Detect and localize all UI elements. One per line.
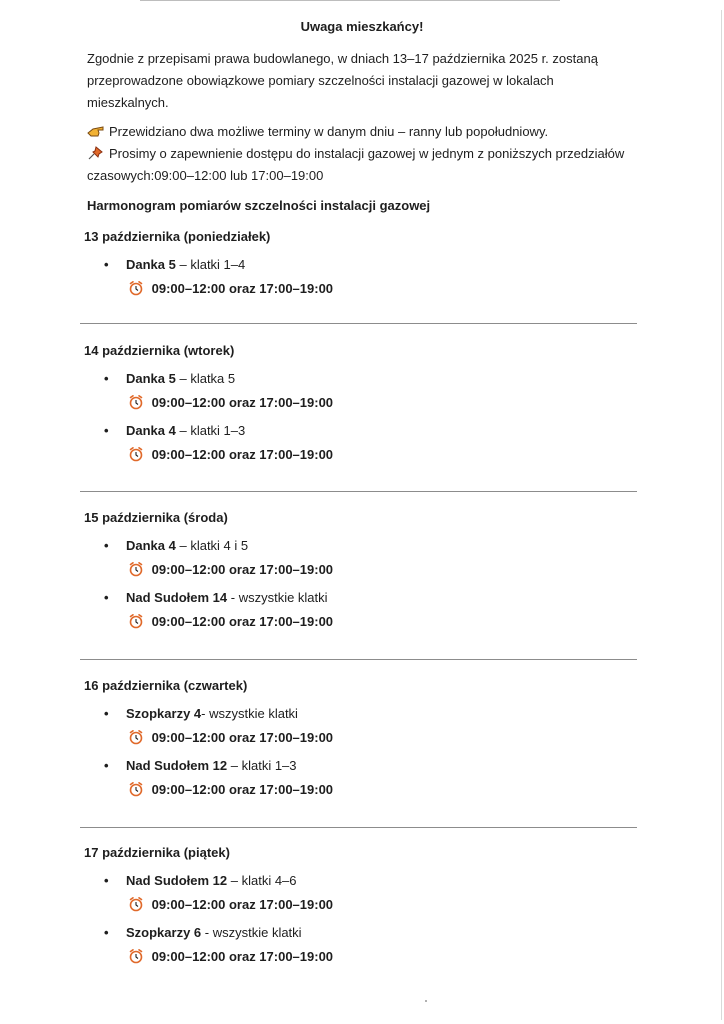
bullet: • bbox=[104, 423, 109, 438]
time-slot-text: 09:00–12:00 oraz 17:00–19:00 bbox=[151, 949, 334, 964]
note-access bbox=[87, 143, 647, 187]
time-slot-text: 09:00–12:00 oraz 17:00–19:00 bbox=[151, 782, 334, 797]
time-slot-text: 09:00–12:00 oraz 17:00–19:00 bbox=[151, 614, 334, 629]
alarm-clock-icon bbox=[128, 948, 144, 964]
intro-paragraph: Zgodnie z przepisami prawa budowlanego, w dniach 13–17 października 2025 r. zostaną przeprowadzone obowiązkowe pomiary szczelności instalacji gazowej w lokalach mieszkalnych. bbox=[87, 51, 598, 110]
schedule-entry bbox=[104, 921, 302, 945]
alarm-clock-icon bbox=[128, 394, 144, 410]
alarm-clock-icon bbox=[128, 446, 144, 462]
time-slot-text: 09:00–12:00 oraz 17:00–19:00 bbox=[151, 730, 334, 745]
time-slot bbox=[128, 781, 333, 797]
staircase-detail: – klatki 1–3 bbox=[175, 423, 246, 438]
staircase-detail: – klatki 1–4 bbox=[175, 257, 246, 272]
section-divider bbox=[80, 659, 637, 660]
staircase-detail: – klatki 1–3 bbox=[227, 758, 297, 773]
section-divider bbox=[80, 827, 637, 828]
building-name: Nad Sudołem 14 bbox=[126, 590, 228, 605]
time-slot-text: 09:00–12:00 oraz 17:00–19:00 bbox=[151, 395, 334, 410]
building-name: Danka 4 bbox=[126, 538, 176, 553]
note-terms-text: Przewidziano dwa możliwe terminy w danym dniu – ranny lub popołudniowy. bbox=[109, 124, 549, 139]
bullet: • bbox=[104, 758, 109, 773]
staircase-detail: - wszystkie klatki bbox=[201, 925, 302, 940]
bullet: • bbox=[104, 371, 109, 386]
schedule-entry bbox=[104, 419, 245, 443]
time-slot-text: 09:00–12:00 oraz 17:00–19:00 bbox=[151, 281, 334, 296]
schedule-entry bbox=[104, 754, 297, 778]
schedule-entry bbox=[104, 253, 245, 277]
time-slot-text: 09:00–12:00 oraz 17:00–19:00 bbox=[151, 897, 334, 912]
staircase-detail: - wszystkie klatki bbox=[201, 706, 298, 721]
section-divider bbox=[80, 491, 637, 492]
building-name: Danka 4 bbox=[126, 423, 176, 438]
bullet: • bbox=[104, 590, 109, 605]
schedule-entry bbox=[104, 367, 235, 391]
note-terms bbox=[87, 121, 647, 143]
alarm-clock-icon bbox=[128, 280, 144, 296]
schedule-entry bbox=[104, 586, 328, 610]
time-slot bbox=[128, 729, 333, 745]
scan-edge-top bbox=[140, 0, 560, 1]
time-slot bbox=[128, 613, 333, 629]
bullet: • bbox=[104, 538, 109, 553]
bullet: • bbox=[104, 706, 109, 721]
bullet: • bbox=[104, 925, 109, 940]
scan-edge-right bbox=[721, 10, 722, 1020]
schedule-entry bbox=[104, 534, 248, 558]
pointing-hand-icon bbox=[87, 124, 105, 138]
alarm-clock-icon bbox=[128, 781, 144, 797]
alarm-clock-icon bbox=[128, 561, 144, 577]
staircase-detail: - wszystkie klatki bbox=[227, 590, 328, 605]
time-slot bbox=[128, 561, 333, 577]
time-slot bbox=[128, 896, 333, 912]
day-heading: 15 października (środa) bbox=[84, 510, 228, 525]
bullet: • bbox=[104, 257, 109, 272]
building-name: Danka 5 bbox=[126, 257, 176, 272]
schedule-entry bbox=[104, 702, 298, 726]
alarm-clock-icon bbox=[128, 896, 144, 912]
building-name: Danka 5 bbox=[126, 371, 176, 386]
schedule-heading: Harmonogram pomiarów szczelności instalacji gazowej bbox=[87, 198, 431, 213]
note-access-text: Prosimy o zapewnienie dostępu do instalacji gazowej w jednym z poniższych przedziałów czasowych:09:00–12:00 lub 17:00–19:00 bbox=[87, 146, 625, 183]
schedule-entry bbox=[104, 869, 297, 893]
building-name: Nad Sudołem 12 bbox=[126, 873, 228, 888]
staircase-detail: – klatki 4–6 bbox=[227, 873, 297, 888]
alarm-clock-icon bbox=[128, 729, 144, 745]
alarm-clock-icon bbox=[128, 613, 144, 629]
time-slot bbox=[128, 948, 333, 964]
building-name: Nad Sudołem 12 bbox=[126, 758, 228, 773]
scan-speck bbox=[425, 1000, 427, 1002]
building-name: Szopkarzy 4 bbox=[126, 706, 202, 721]
staircase-detail: – klatka 5 bbox=[175, 371, 236, 386]
bullet: • bbox=[104, 873, 109, 888]
time-slot-text: 09:00–12:00 oraz 17:00–19:00 bbox=[151, 562, 334, 577]
day-heading: 17 października (piątek) bbox=[84, 845, 230, 860]
day-heading: 14 października (wtorek) bbox=[84, 343, 235, 358]
time-slot bbox=[128, 280, 333, 296]
building-name: Szopkarzy 6 bbox=[126, 925, 202, 940]
day-heading: 13 października (poniedziałek) bbox=[84, 229, 271, 244]
time-slot-text: 09:00–12:00 oraz 17:00–19:00 bbox=[151, 447, 334, 462]
section-divider bbox=[80, 323, 637, 324]
staircase-detail: – klatki 4 i 5 bbox=[175, 538, 249, 553]
pushpin-icon bbox=[87, 146, 105, 160]
time-slot bbox=[128, 446, 333, 462]
notice-title: Uwaga mieszkańcy! bbox=[300, 19, 424, 34]
day-heading: 16 października (czwartek) bbox=[84, 678, 248, 693]
time-slot bbox=[128, 394, 333, 410]
